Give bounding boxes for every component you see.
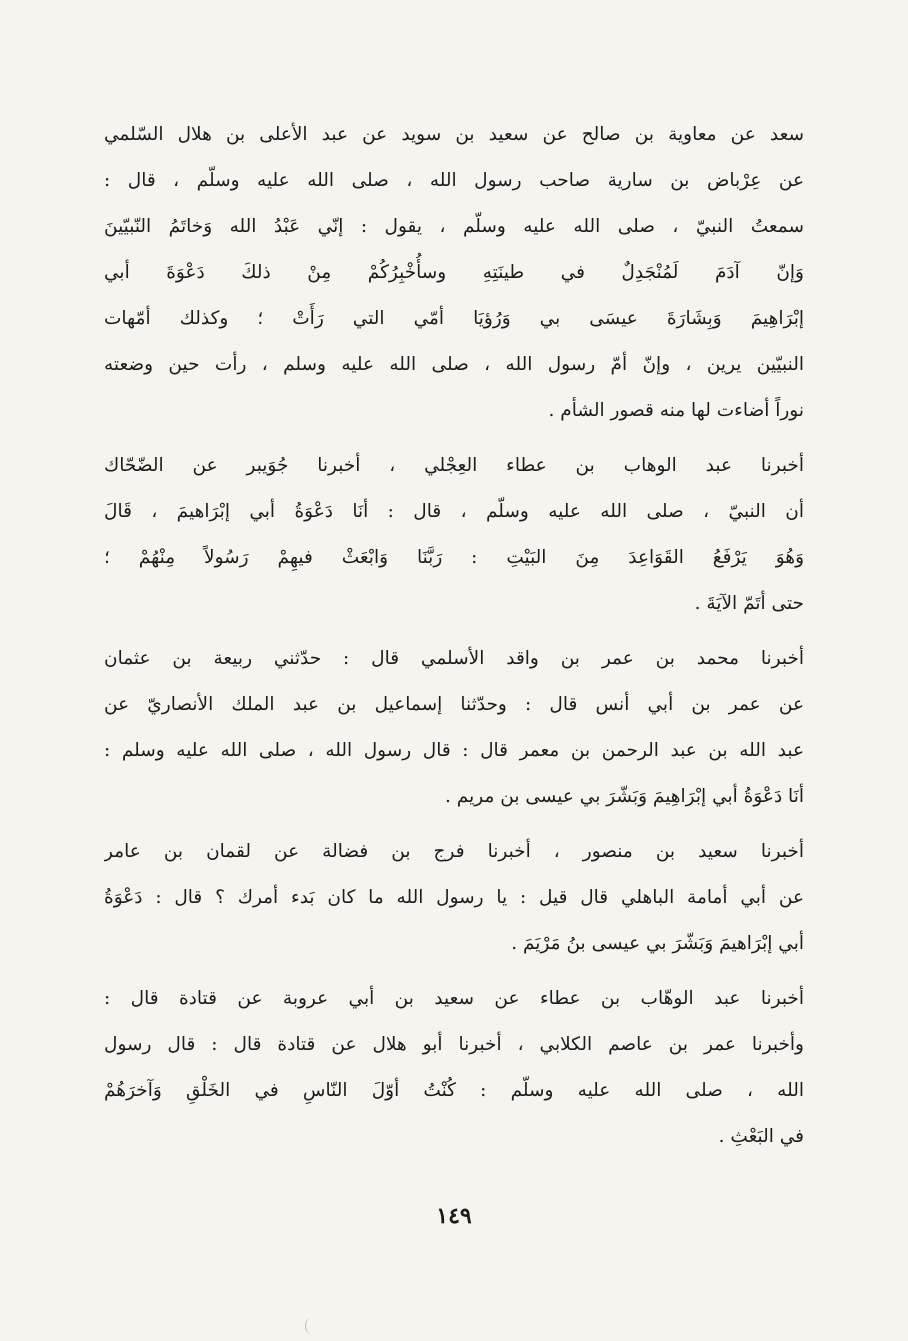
text-line: سعد عن معاوية بن صالح عن سعيد بن سويد عن عبد الأعلى بن هلال السّلمي (104, 124, 804, 145)
text-line: نوراً أضاءت لها منه قصور الشأم . (548, 400, 804, 421)
text-line: عن أبي أمامة الباهلي قال قيل : يا رسول الله ما كان بَدء أمرك ؟ قال : دَعْوَةُ (104, 887, 804, 908)
text-line: وَإنّ آدَمَ لَمُنْجَدِلٌ في طينَتِهِ وسأُخْبِرُكُمْ مِنْ ذلكَ دَعْوَةَ أبي (104, 262, 804, 283)
paragraph-1 (104, 112, 804, 434)
paragraph-4 (104, 829, 804, 967)
text-line: النبيّين يرين ، وإنّ أمّ رسول الله ، صلى الله عليه وسلم ، رأت حين وضعته (104, 354, 804, 375)
page-number: ١٤٩ (436, 1203, 472, 1229)
text-line: أنَا دَعْوَةُ أبي إبْرَاهِيمَ وَبَشّرَ بي عيسى بن مريم . (445, 786, 804, 807)
paragraph-5 (104, 976, 804, 1160)
text-line: عن عمر بن أبي أنس قال : وحدّثنا إسماعيل بن عبد الملك الأنصاريّ عن (104, 694, 804, 715)
text-line: الله ، صلى الله عليه وسلّم : كُنْتُ أوّلَ النّاسِ في الخَلْقِ وَآخرَهُمْ (104, 1080, 804, 1101)
text-line: إبْرَاهِيمَ وَبِشَارَةَ عيسَى بي وَرُؤيَا أمّي التي رَأَتْ ؛ وكذلك أمّهات (104, 308, 804, 329)
body-text (104, 112, 804, 1160)
text-line: أن النبيّ ، صلى الله عليه وسلّم ، قال : أنَا دَعْوَةُ أبي إبْرَاهيمَ ، قَالَ (104, 501, 804, 522)
text-line: حتى أتَمّ الآيَةَ . (694, 593, 804, 614)
paragraph-3 (104, 636, 804, 820)
text-line: أخبرنا سعيد بن منصور ، أخبرنا فرج بن فضالة عن لقمان بن عامر (104, 841, 804, 862)
text-line: في البَعْثِ . (718, 1126, 804, 1147)
text-line: عبد الله بن عبد الرحمن بن معمر قال : قال رسول الله ، صلى الله عليه وسلم : (104, 740, 804, 761)
text-line: عن عِرْباض بن سارية صاحب رسول الله ، صلى الله عليه وسلّم ، قال : (104, 170, 804, 191)
scan-mark (305, 1318, 316, 1334)
text-line: وأخبرنا عمر بن عاصم الكلابي ، أخبرنا أبو هلال عن قتادة قال : قال رسول (104, 1034, 804, 1055)
paragraph-2 (104, 443, 804, 627)
text-line: أخبرنا محمد بن عمر بن واقد الأسلمي قال : حدّثني ربيعة بن عثمان (104, 648, 804, 669)
text-line: أبي إبْرَاهيمَ وَبَشّرَ بي عيسى بنُ مَرْيَمَ . (511, 933, 804, 954)
text-line: وَهُوَ يَرْفَعُ القَوَاعِدَ مِنَ البَيْتِ : رَبَّنَا وَابْعَثْ فيهِمْ رَسُولاً مِنْهُمْ ؛ (104, 547, 804, 568)
text-line: سمعتُ النبيّ ، صلى الله عليه وسلّم ، يقول : إنّي عَبْدُ الله وَخاتَمُ النّبيّينَ (104, 216, 804, 237)
text-line: أخبرنا عبد الوهاب بن عطاء العِجْلي ، أخبرنا جُوَيبر عن الضّحّاك (104, 455, 804, 476)
text-line: أخبرنا عبد الوهّاب بن عطاء عن سعيد بن أبي عروبة عن قتادة قال : (104, 988, 804, 1009)
